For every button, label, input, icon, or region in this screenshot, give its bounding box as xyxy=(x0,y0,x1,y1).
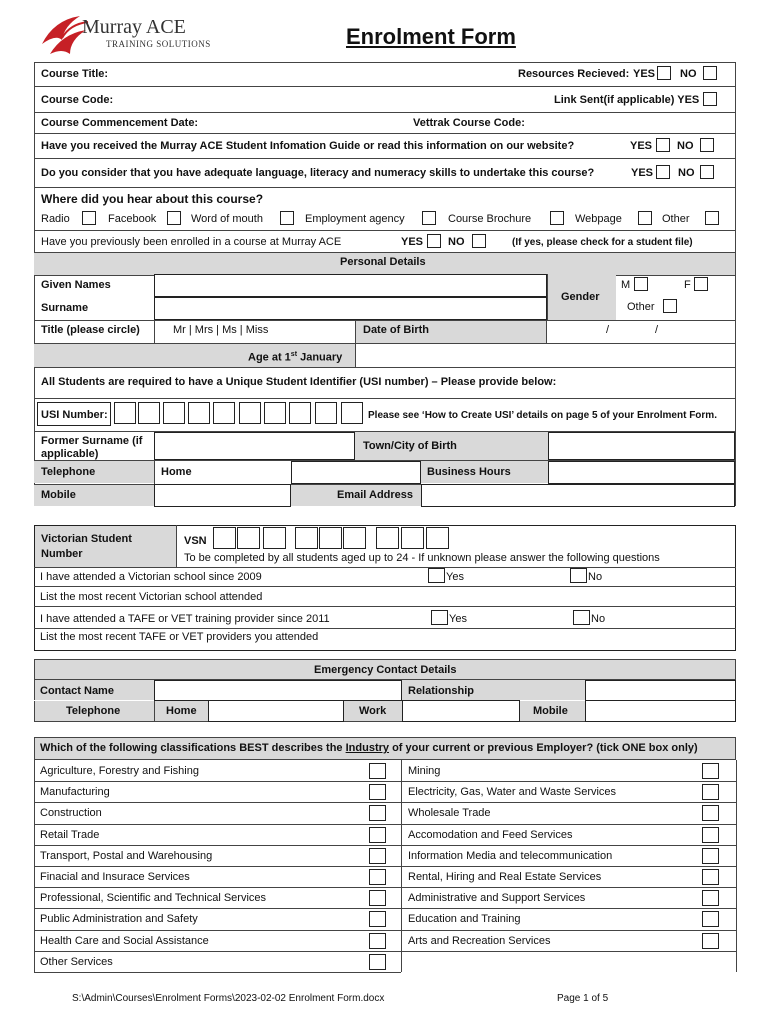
industry-right-checkbox[interactable] xyxy=(702,890,719,906)
industry-right-checkbox[interactable] xyxy=(702,911,719,927)
hear-option-webpage: Webpage xyxy=(575,213,622,225)
school-no-label: No xyxy=(588,571,603,583)
industry-row-divider xyxy=(34,951,401,952)
industry-left-label: Health Care and Social Assistance xyxy=(40,934,209,947)
hear-option-course-brochure: Course Brochure xyxy=(448,213,532,225)
industry-right-label: Accomodation and Feed Services xyxy=(408,828,573,841)
emergency-mobile-input[interactable] xyxy=(585,700,736,722)
industry-row-divider xyxy=(401,845,736,846)
guide-no-checkbox[interactable] xyxy=(700,138,714,152)
skills-no-label: NO xyxy=(678,167,695,179)
resources-no-checkbox[interactable] xyxy=(703,66,717,80)
industry-row-divider xyxy=(34,845,401,846)
industry-left-checkbox[interactable] xyxy=(369,848,386,864)
personal-details-title: Personal Details xyxy=(340,256,426,268)
tafe-no-checkbox[interactable] xyxy=(573,610,590,625)
mobile-label: Mobile xyxy=(41,489,76,501)
industry-row-divider xyxy=(401,930,736,931)
school-yes-label: Yes xyxy=(446,571,464,583)
hear-option-facebook: Facebook xyxy=(108,213,157,225)
previous-note: (If yes, please check for a student file) xyxy=(512,237,693,248)
hear-course-brochure-checkbox[interactable] xyxy=(550,211,564,225)
email-label: Email Address xyxy=(337,489,414,501)
industry-left-label: Agriculture, Forestry and Fishing xyxy=(40,765,199,777)
industry-left-label: Public Administration and Safety xyxy=(40,913,198,926)
industry-left-checkbox[interactable] xyxy=(369,805,386,821)
industry-left-label: Transport, Postal and Warehousing xyxy=(40,849,213,862)
title-options[interactable]: Mr | Mrs | Ms | Miss xyxy=(173,324,269,336)
industry-right-checkbox[interactable] xyxy=(702,869,719,885)
industry-left-checkbox[interactable] xyxy=(369,933,386,949)
industry-right-checkbox[interactable] xyxy=(702,933,719,949)
dob-separator-1: / xyxy=(606,324,610,336)
hear-employment-agency-checkbox[interactable] xyxy=(422,211,436,225)
footer-page: Page 1 of 5 xyxy=(557,993,609,1004)
skills-question: Do you consider that you have adequate language, literacy and numeracy skills to undertake this course? xyxy=(41,167,595,179)
surname-input[interactable] xyxy=(154,297,547,320)
industry-left-label: Retail Trade xyxy=(40,828,100,841)
emergency-home-input[interactable] xyxy=(208,700,344,722)
previous-yes-checkbox[interactable] xyxy=(427,234,441,248)
resources-no-label: NO xyxy=(680,68,697,80)
industry-question: Which of the following classifications BEST describes the Industry of your current or previous Employer? (tick ONE box only) xyxy=(40,742,698,754)
industry-row-divider xyxy=(34,824,401,825)
industry-row-divider xyxy=(401,781,736,782)
usi-statement: All Students are required to have a Unique Student Identifier (USI number) – Please provide below: xyxy=(41,376,557,388)
skills-yes-checkbox[interactable] xyxy=(656,165,670,179)
mobile-input[interactable] xyxy=(154,484,291,507)
industry-row-divider xyxy=(401,951,736,952)
industry-right-label: Rental, Hiring and Real Estate Services xyxy=(408,871,602,883)
business-hours-label: Business Hours xyxy=(427,466,511,478)
guide-question: Have you received the Murray ACE Student Infomation Guide or read this information on our website? xyxy=(41,140,575,152)
industry-row-divider xyxy=(34,802,401,803)
gender-m-label: M xyxy=(621,279,631,291)
industry-row-divider xyxy=(401,824,736,825)
industry-right-label: Electricity, Gas, Water and Waste Services xyxy=(408,786,617,799)
given-names-input[interactable] xyxy=(154,274,547,297)
industry-row-divider xyxy=(401,802,736,803)
previous-no-checkbox[interactable] xyxy=(472,234,486,248)
usi-digit-8[interactable] xyxy=(289,402,311,424)
industry-right-checkbox[interactable] xyxy=(702,805,719,821)
school-no-checkbox[interactable] xyxy=(570,568,587,583)
industry-left-label: Other Services xyxy=(40,955,113,968)
emergency-telephone-label: Telephone xyxy=(66,705,121,717)
industry-right-label: Information Media and telecommunication xyxy=(408,849,613,862)
vsn-digit-6[interactable] xyxy=(343,527,366,549)
resources-label: Resources Recieved: xyxy=(518,68,630,80)
telephone-label: Telephone xyxy=(41,466,96,478)
tafe-yes-checkbox[interactable] xyxy=(431,610,448,625)
usi-digit-4[interactable] xyxy=(188,402,210,424)
industry-left-checkbox[interactable] xyxy=(369,784,386,800)
dob-label: Date of Birth xyxy=(363,324,429,336)
industry-left-checkbox[interactable] xyxy=(369,763,386,779)
industry-right-label: Education and Training xyxy=(408,913,521,926)
guide-yes-checkbox[interactable] xyxy=(656,138,670,152)
gender-other-label: Other xyxy=(627,301,655,313)
previous-yes-label: YES xyxy=(401,236,424,248)
vsn-digit-8[interactable] xyxy=(401,527,424,549)
school-list-label: List the most recent Victorian school attended xyxy=(40,591,263,603)
guide-no-label: NO xyxy=(677,140,694,152)
industry-left-label: Professional, Scientific and Technical Services xyxy=(40,892,267,905)
vsn-digit-5[interactable] xyxy=(319,527,342,549)
emergency-work-input[interactable] xyxy=(402,700,520,722)
hear-radio-checkbox[interactable] xyxy=(82,211,96,225)
gender-f-checkbox[interactable] xyxy=(694,277,708,291)
hear-option-employment-agency: Employment agency xyxy=(305,213,405,225)
school-yes-checkbox[interactable] xyxy=(428,568,445,583)
tafe-yes-label: Yes xyxy=(449,613,467,625)
link-sent-label: Link Sent(if applicable) YES xyxy=(554,94,700,106)
emergency-home-label: Home xyxy=(166,705,197,717)
guide-yes-label: YES xyxy=(630,140,653,152)
vsn-digit-3[interactable] xyxy=(263,527,286,549)
logo-subtitle: TRAINING SOLUTIONS xyxy=(106,39,211,49)
previous-no-label: NO xyxy=(448,236,465,248)
former-surname-label: Former Surname (if applicable) xyxy=(41,435,143,460)
usi-digit-7[interactable] xyxy=(264,402,286,424)
town-birth-input[interactable] xyxy=(548,432,735,460)
home-phone-input[interactable] xyxy=(291,461,421,484)
hear-option-other: Other xyxy=(662,213,690,225)
resources-yes-checkbox[interactable] xyxy=(657,66,671,80)
usi-digit-3[interactable] xyxy=(163,402,185,424)
industry-left-checkbox[interactable] xyxy=(369,869,386,885)
course-title-label: Course Title: xyxy=(41,68,109,80)
title-label: Title (please circle) xyxy=(41,324,140,336)
relationship-label: Relationship xyxy=(408,685,475,697)
industry-right-checkbox[interactable] xyxy=(702,763,719,779)
vsn-digit-4[interactable] xyxy=(295,527,318,549)
hear-question: Where did you hear about this course? xyxy=(41,192,264,206)
course-code-label: Course Code: xyxy=(41,94,114,106)
logo xyxy=(40,14,230,58)
logo-name: Murray ACE xyxy=(82,16,186,38)
emergency-mobile-label: Mobile xyxy=(533,705,568,717)
vsn-digit-2[interactable] xyxy=(237,527,260,549)
industry-left-label: Finacial and Insurace Services xyxy=(40,871,190,883)
tafe-list-label: List the most recent TAFE or VET providers you attended xyxy=(40,631,319,643)
industry-right-checkbox[interactable] xyxy=(702,784,719,800)
usi-digit-9[interactable] xyxy=(315,402,337,424)
vsn-label: VSN xyxy=(184,535,207,547)
industry-left-checkbox[interactable] xyxy=(369,890,386,906)
email-input[interactable] xyxy=(421,484,735,507)
relationship-input[interactable] xyxy=(585,680,736,701)
skills-yes-label: YES xyxy=(631,167,654,179)
surname-label: Surname xyxy=(41,302,89,314)
vettrak-code-label: Vettrak Course Code: xyxy=(413,117,525,129)
emergency-work-label: Work xyxy=(359,705,387,717)
industry-row-divider xyxy=(34,887,401,888)
usi-digit-5[interactable] xyxy=(213,402,235,424)
vsn-section-label: Victorian Student Number xyxy=(41,533,132,560)
gender-other-checkbox[interactable] xyxy=(663,299,677,313)
industry-left-label: Construction xyxy=(40,807,102,820)
industry-right-label: Administrative and Support Services xyxy=(408,892,586,905)
tafe-question: I have attended a TAFE or VET training provider since 2011 xyxy=(40,613,330,625)
usi-field-frame xyxy=(37,402,111,426)
industry-left-label: Manufacturing xyxy=(40,786,110,799)
industry-row-divider xyxy=(34,908,401,909)
industry-left-checkbox[interactable] xyxy=(369,954,386,970)
gender-f-label: F xyxy=(684,279,691,291)
business-hours-input[interactable] xyxy=(548,461,735,484)
vsn-digit-1[interactable] xyxy=(213,527,236,549)
industry-row-divider xyxy=(401,908,736,909)
industry-right-label: Arts and Recreation Services xyxy=(408,934,551,947)
usi-digit-10[interactable] xyxy=(341,402,363,424)
page-title: Enrolment Form xyxy=(346,24,516,49)
previous-enrolment-label: Have you previously been enrolled in a course at Murray ACE xyxy=(41,236,342,248)
resources-yes-label: YES xyxy=(633,68,656,80)
industry-left-checkbox[interactable] xyxy=(369,911,386,927)
industry-row-divider xyxy=(34,972,401,973)
school-question: I have attended a Victorian school since 2009 xyxy=(40,571,262,583)
link-sent-checkbox[interactable] xyxy=(703,92,717,106)
town-birth-label: Town/City of Birth xyxy=(363,440,457,452)
hear-facebook-checkbox[interactable] xyxy=(167,211,181,225)
industry-left-checkbox[interactable] xyxy=(369,827,386,843)
contact-name-input[interactable] xyxy=(154,680,402,701)
industry-row-divider xyxy=(34,930,401,931)
industry-row-divider xyxy=(34,781,401,782)
industry-row-divider xyxy=(34,866,401,867)
vsn-digit-7[interactable] xyxy=(376,527,399,549)
skills-no-checkbox[interactable] xyxy=(700,165,714,179)
gender-m-checkbox[interactable] xyxy=(634,277,648,291)
industry-right-checkbox[interactable] xyxy=(702,827,719,843)
hear-option-radio: Radio xyxy=(41,213,70,225)
footer-path: S:\Admin\Courses\Enrolment Forms\2023-02-02 Enrolment Form.docx xyxy=(72,993,385,1004)
usi-digit-1[interactable] xyxy=(114,402,136,424)
hear-webpage-checkbox[interactable] xyxy=(638,211,652,225)
vsn-note: To be completed by all students aged up to 24 - If unknown please answer the following questions xyxy=(184,552,660,564)
given-names-label: Given Names xyxy=(41,279,111,291)
tafe-no-label: No xyxy=(591,613,606,625)
commencement-date-label: Course Commencement Date: xyxy=(41,117,199,129)
vsn-digit-9[interactable] xyxy=(426,527,449,549)
industry-right-checkbox[interactable] xyxy=(702,848,719,864)
former-surname-input[interactable] xyxy=(154,432,355,460)
industry-row-divider xyxy=(401,887,736,888)
gender-label: Gender xyxy=(561,291,600,303)
dob-separator-2: / xyxy=(655,324,659,336)
usi-digit-2[interactable] xyxy=(138,402,160,424)
hear-other-checkbox[interactable] xyxy=(705,211,719,225)
age-label: Age at 1st January xyxy=(248,351,343,364)
hear-option-word-of-mouth: Word of mouth xyxy=(191,213,263,225)
hear-word-of-mouth-checkbox[interactable] xyxy=(280,211,294,225)
usi-digit-6[interactable] xyxy=(239,402,261,424)
industry-row-divider xyxy=(401,866,736,867)
industry-right-label: Wholesale Trade xyxy=(408,807,491,820)
contact-name-label: Contact Name xyxy=(40,685,114,697)
usi-label: USI Number: xyxy=(41,409,108,421)
emergency-title: Emergency Contact Details xyxy=(314,664,457,676)
usi-note: Please see ‘How to Create USI’ details on page 5 of your Enrolment Form. xyxy=(368,410,717,421)
home-phone-label: Home xyxy=(161,466,192,478)
industry-right-label: Mining xyxy=(408,765,441,777)
